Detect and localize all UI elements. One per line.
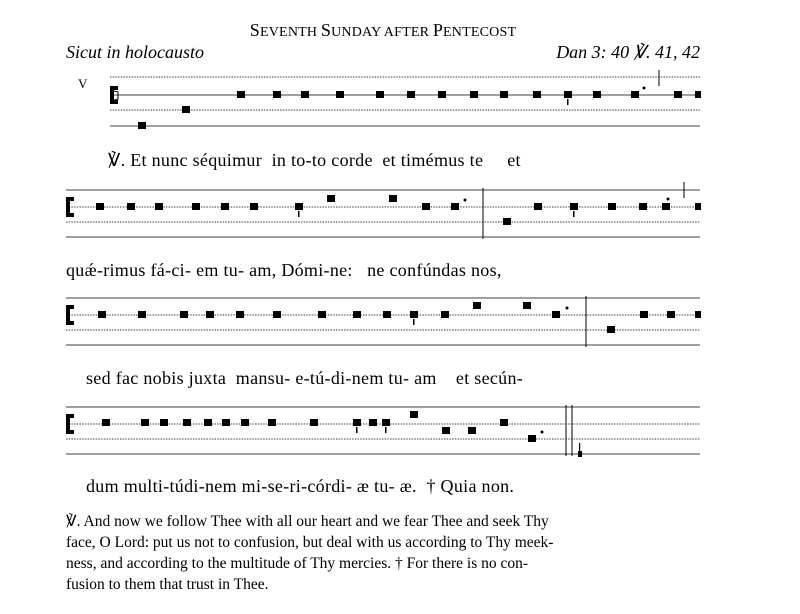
mode-number: V: [78, 76, 88, 91]
english-translation: [66, 511, 702, 595]
neume-notes: [102, 411, 582, 457]
chant-staff-3: [0, 290, 800, 350]
translation-line: ℣. And now we follow Thee with all our heart and we fear Thee and seek Thy: [66, 513, 549, 530]
lyric-line-1: ℣. Et nunc séquimur in to-to corde et timémus te et: [108, 150, 521, 170]
chant-staff-1: [0, 60, 800, 140]
lyric-line-2: quǽ-rimus fá-ci- em tu- am, Dómi-ne: ne confúndas nos,: [66, 260, 502, 280]
lyric-line-4: dum multi-túdi-nem mi-se-ri-córdi- æ tu- æ. † Quia non.: [86, 476, 515, 496]
neume-notes: [96, 195, 701, 225]
translation-line: fusion to them that trust in Thee.: [66, 576, 269, 593]
chant-staff-4: [0, 400, 800, 466]
neume-notes: [138, 87, 701, 130]
lyric-line-3: sed fac nobis juxta mansu- e-tú-di-nem tu- am et secún-: [86, 368, 524, 388]
chant-incipit: Sicut in holocausto: [66, 42, 204, 62]
page-title: SEVENTH SUNDAY AFTER PENTECOST: [249, 20, 517, 40]
translation-line: ness, and according to the multitude of Thy mercies. † For there is no con-: [66, 555, 529, 572]
neume-notes: [98, 302, 701, 333]
chant-staff-2: [0, 180, 800, 240]
translation-line: face, O Lord: put us not to confusion, but deal with us according to Thy meek-: [66, 534, 554, 551]
scripture-reference: Dan 3: 40 ℣. 41, 42: [556, 42, 700, 62]
